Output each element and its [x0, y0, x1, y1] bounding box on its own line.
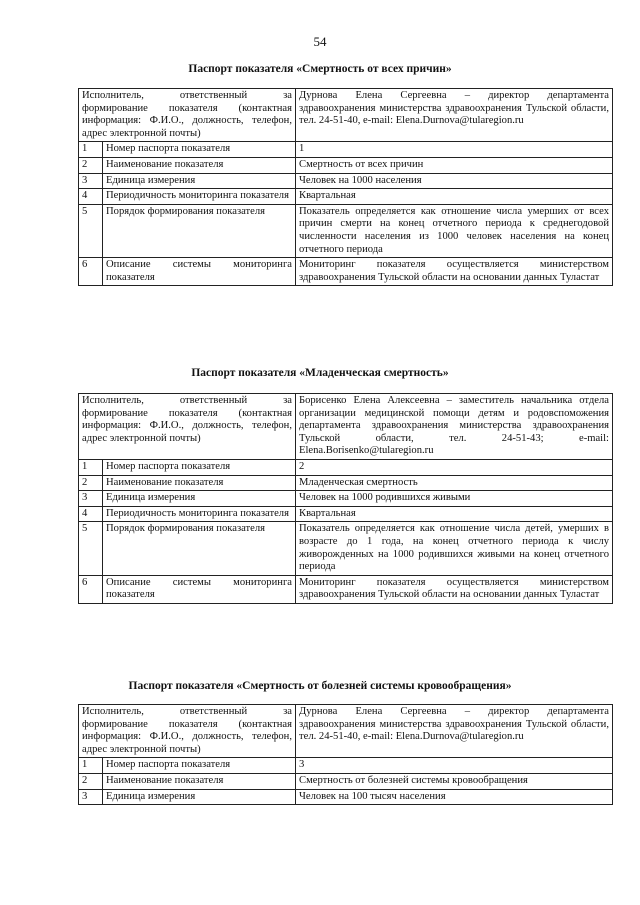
row-number: 6	[79, 575, 103, 603]
row-value: Мониторинг показателя осуществляется министерством здравоохранения Тульской области на основании данных Туластат	[296, 575, 613, 603]
row-value: Показатель определяется как отношение числа детей, умерших в возрасте до 1 года, на конец отчетного периода к числу живорожденных на 1000 родившихся живыми на конец отчетного периода	[296, 522, 613, 575]
row-label: Наименование показателя	[103, 773, 296, 789]
table-row	[79, 758, 613, 774]
table-row	[79, 258, 613, 286]
row-value: 2	[296, 459, 613, 475]
row-label: Порядок формирования показателя	[103, 204, 296, 257]
row-value: Мониторинг показателя осуществляется министерством здравоохранения Тульской области на основании данных Туластат	[296, 258, 613, 286]
row-label: Порядок формирования показателя	[103, 522, 296, 575]
table-row	[79, 189, 613, 205]
row-label: Наименование показателя	[103, 475, 296, 491]
passport-table	[78, 704, 613, 805]
row-number: 4	[79, 506, 103, 522]
row-number: 5	[79, 522, 103, 575]
table-row	[79, 506, 613, 522]
row-number: 1	[79, 758, 103, 774]
passport-table	[78, 393, 613, 604]
row-label: Единица измерения	[103, 491, 296, 507]
executor-row	[79, 705, 613, 758]
row-value: Смертность от всех причин	[296, 157, 613, 173]
executor-value: Дурнова Елена Сергеевна – директор департамента здравоохранения министерства здравоохранения Тульской области, тел. 24-51-40, e-mail: Elena.Durnova@tularegion.ru	[296, 89, 613, 142]
row-value: Квартальная	[296, 189, 613, 205]
row-number: 1	[79, 142, 103, 158]
row-value: Человек на 100 тысяч населения	[296, 789, 613, 805]
row-label: Наименование показателя	[103, 157, 296, 173]
executor-row	[79, 89, 613, 142]
passport-table	[78, 88, 613, 286]
section-title: Паспорт показателя «Смертность от болезней системы кровообращения»	[128, 680, 512, 692]
table-row	[79, 142, 613, 158]
row-number: 4	[79, 189, 103, 205]
row-label: Номер паспорта показателя	[103, 142, 296, 158]
section-title: Паспорт показателя «Младенческая смертность»	[191, 367, 449, 379]
row-label: Периодичность мониторинга показателя	[103, 189, 296, 205]
table-row	[79, 789, 613, 805]
row-label: Единица измерения	[103, 789, 296, 805]
row-number: 3	[79, 789, 103, 805]
table-row	[79, 522, 613, 575]
table-row	[79, 173, 613, 189]
table-row	[79, 204, 613, 257]
page-number: 54	[313, 34, 327, 49]
row-label: Единица измерения	[103, 173, 296, 189]
row-value: Показатель определяется как отношение числа умерших от всех причин смерти на конец отчетного периода к среднегодовой численности населения из 1000 человек населения на конец отчетного периода	[296, 204, 613, 257]
executor-value: Дурнова Елена Сергеевна – директор департамента здравоохранения министерства здравоохранения Тульской области, тел. 24-51-40, e-mail: Elena.Durnova@tularegion.ru	[296, 705, 613, 758]
table-row	[79, 157, 613, 173]
row-number: 3	[79, 173, 103, 189]
row-number: 3	[79, 491, 103, 507]
row-number: 1	[79, 459, 103, 475]
table-row	[79, 575, 613, 603]
table-row	[79, 491, 613, 507]
row-value: Человек на 1000 населения	[296, 173, 613, 189]
row-value: 1	[296, 142, 613, 158]
row-value: Смертность от болезней системы кровообращения	[296, 773, 613, 789]
row-value: Младенческая смертность	[296, 475, 613, 491]
row-value: 3	[296, 758, 613, 774]
row-number: 2	[79, 773, 103, 789]
executor-label: Исполнитель, ответственный за формирование показателя (контактная информация: Ф.И.О., должность, телефон, адрес электронной почты)	[79, 89, 296, 142]
executor-value: Борисенко Елена Алексеевна – заместитель начальника отдела организации медицинской помощи детям и родовспоможения департамента здравоохранения министерства здравоохранения Тульской области, тел. 24-51-43; e-mail: Elena.Borisenko@tularegion.ru	[296, 394, 613, 460]
row-label: Периодичность мониторинга показателя	[103, 506, 296, 522]
executor-label: Исполнитель, ответственный за формирование показателя (контактная информация: Ф.И.О., должность, телефон, адрес электронной почты)	[79, 705, 296, 758]
table-row	[79, 475, 613, 491]
table-row	[79, 773, 613, 789]
table-row	[79, 459, 613, 475]
row-label: Описание системы мониторинга показателя	[103, 575, 296, 603]
row-number: 2	[79, 475, 103, 491]
executor-row	[79, 394, 613, 460]
row-number: 2	[79, 157, 103, 173]
executor-label: Исполнитель, ответственный за формирование показателя (контактная информация: Ф.И.О., должность, телефон, адрес электронной почты)	[79, 394, 296, 460]
row-value: Человек на 1000 родившихся живыми	[296, 491, 613, 507]
row-value: Квартальная	[296, 506, 613, 522]
section-title: Паспорт показателя «Смертность от всех причин»	[188, 63, 452, 75]
row-number: 6	[79, 258, 103, 286]
row-label: Номер паспорта показателя	[103, 459, 296, 475]
row-label: Описание системы мониторинга показателя	[103, 258, 296, 286]
row-number: 5	[79, 204, 103, 257]
row-label: Номер паспорта показателя	[103, 758, 296, 774]
